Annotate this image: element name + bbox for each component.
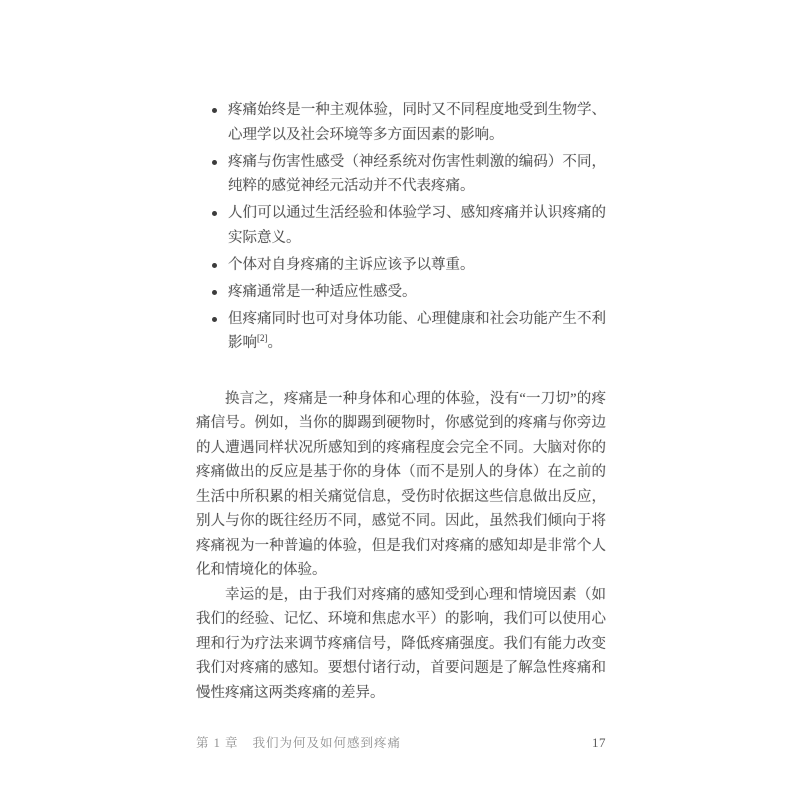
bullet-icon <box>212 211 217 216</box>
bullet-icon <box>212 290 217 295</box>
bullet-text <box>228 311 606 352</box>
bullet-item <box>196 307 606 356</box>
bullet-list <box>196 98 606 356</box>
chapter-label: 第 1 章 <box>196 736 239 750</box>
bullet-icon <box>212 263 217 268</box>
bullet-text: 疼痛始终是一种主观体验，同时又不同程度地受到生物学、心理学以及社会环境等多方面因素的影响。 <box>228 102 606 143</box>
page-footer <box>196 733 606 751</box>
body-paragraph: 换言之，疼痛是一种身体和心理的体验，没有“一刀切”的疼痛信号。例如，当你的脚踢到硬物时，你感觉到的疼痛与你旁边的人遭遇同样状况所感知到的疼痛程度会完全不同。大脑对你的疼痛做出的反应是基于你的身体（而不是别人的身体）在之前的生活中所积累的相关痛觉信息，受伤时依据这些信息做出反应，别人与你的既往经历不同，感觉不同。因此，虽然我们倾向于将疼痛视为一种普遍的体验，但是我们对疼痛的感知却是非常个人化和情境化的体验。 <box>196 390 606 578</box>
bullet-item <box>196 98 606 147</box>
footnote-reference: [2] <box>257 333 268 344</box>
bullet-text-main: 但疼痛同时也可对身体功能、心理健康和社会功能产生不利影响 <box>228 310 606 351</box>
bullet-item <box>196 280 606 305</box>
bullet-text-tail: 。 <box>267 335 282 351</box>
bullet-text: 人们可以通过生活经验和体验学习、感知疼痛并认识疼痛的实际意义。 <box>228 205 606 246</box>
bullet-item <box>196 201 606 250</box>
bullet-text: 疼痛与伤害性感受（神经系统对伤害性刺激的编码）不同，纯粹的感觉神经元活动并不代表疼痛。 <box>228 153 606 194</box>
page-content <box>196 98 606 705</box>
bullet-text: 疼痛通常是一种适应性感受。 <box>228 283 417 300</box>
page-number: 17 <box>592 735 606 750</box>
bullet-icon <box>212 108 217 113</box>
bullet-text: 个体对自身疼痛的主诉应该予以尊重。 <box>228 256 475 273</box>
body-paragraph: 幸运的是，由于我们对疼痛的感知受到心理和情境因素（如我们的经验、记忆、环境和焦虑水平）的影响，我们可以使用心理和行为疗法来调节疼痛信号，降低疼痛强度。我们有能力改变我们对疼痛的感知。要想付诸行动，首要问题是了解急性疼痛和慢性疼痛这两类疼痛的差异。 <box>196 586 606 701</box>
running-footer <box>196 733 401 751</box>
bullet-item <box>196 150 606 199</box>
chapter-title: 我们为何及如何感到疼痛 <box>252 736 402 750</box>
bullet-item <box>196 253 606 278</box>
bullet-icon <box>212 160 217 165</box>
bullet-icon <box>212 317 217 322</box>
